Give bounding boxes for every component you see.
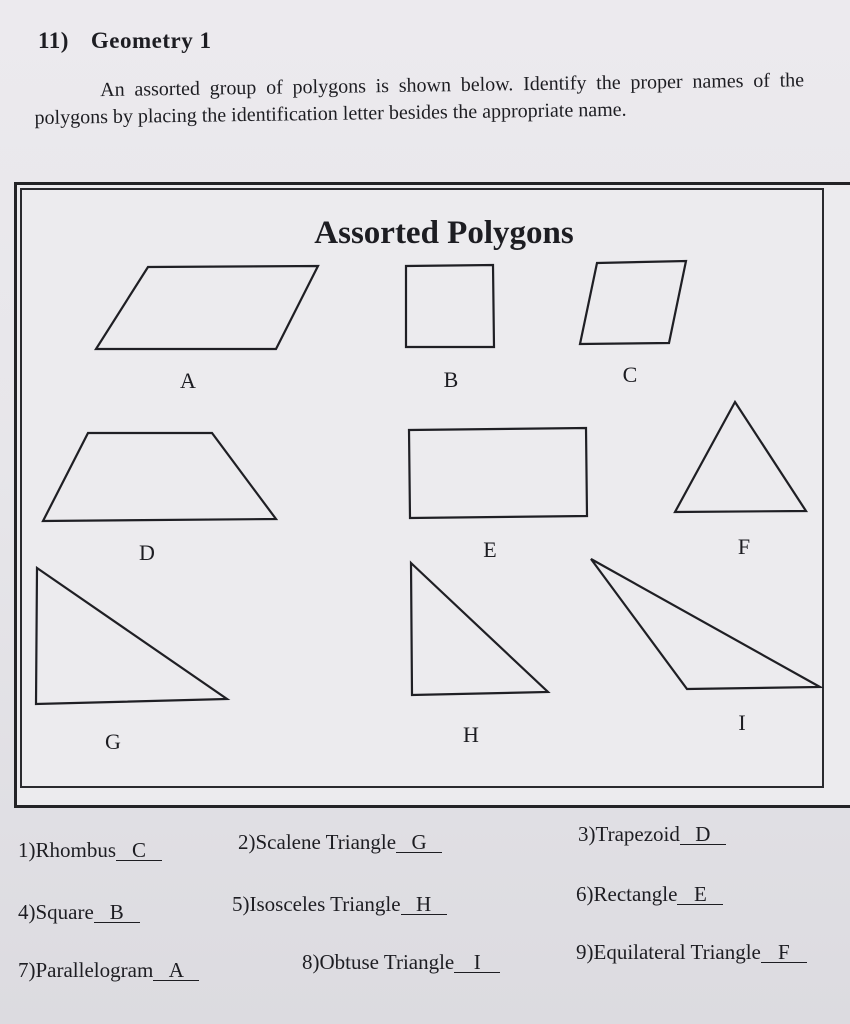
answer-4-label: 4)Square: [18, 900, 94, 924]
label-A: A: [180, 368, 196, 393]
answer-6-label: 6)Rectangle: [576, 882, 678, 906]
answer-6-blank[interactable]: E: [677, 884, 723, 905]
answer-5-blank[interactable]: H: [401, 894, 447, 915]
answer-3-blank[interactable]: D: [680, 824, 726, 845]
label-C: C: [622, 362, 638, 387]
answer-9-label: 9)Equilateral Triangle: [576, 940, 761, 964]
shape-E-rectangle: [409, 428, 587, 518]
label-D: D: [139, 540, 155, 565]
answer-1-blank[interactable]: C: [116, 840, 162, 861]
figure-title: Assorted Polygons: [314, 215, 574, 251]
answer-7-label: 7)Parallelogram: [18, 958, 154, 982]
instructions-text: An assorted group of polygons is shown below. Identify the proper names of the polygons by placing the identification letter besides the appropriate name.: [34, 69, 805, 129]
label-H: H: [463, 722, 479, 747]
answer-3-label: 3)Trapezoid: [578, 822, 680, 846]
section-title: Geometry 1: [90, 28, 212, 53]
shape-B-square: [406, 265, 494, 347]
label-G: G: [105, 729, 121, 754]
shape-G-triangle: [36, 568, 227, 704]
label-E: E: [483, 537, 497, 562]
answer-9-blank[interactable]: F: [761, 942, 807, 963]
answer-5-label: 5)Isosceles Triangle: [232, 892, 401, 916]
label-I: I: [738, 710, 746, 735]
shape-A-parallelogram: [96, 266, 318, 349]
shape-I-triangle: [591, 559, 820, 689]
answer-7-blank[interactable]: A: [153, 960, 199, 981]
label-F: F: [737, 534, 751, 559]
answer-8-label: 8)Obtuse Triangle: [302, 950, 455, 974]
shape-H-triangle: [411, 563, 548, 695]
label-B: B: [443, 367, 459, 392]
shape-F-triangle: [675, 402, 806, 512]
answer-1-label: 1)Rhombus: [18, 838, 117, 862]
shape-D-trapezoid: [43, 433, 276, 521]
shape-C-rhombus: [580, 261, 686, 344]
answer-2-label: 2)Scalene Triangle: [238, 830, 397, 854]
section-number: 11): [38, 28, 69, 53]
answer-4-blank[interactable]: B: [94, 902, 140, 923]
answer-8-blank[interactable]: I: [454, 952, 500, 973]
answer-2-blank[interactable]: G: [396, 832, 442, 853]
